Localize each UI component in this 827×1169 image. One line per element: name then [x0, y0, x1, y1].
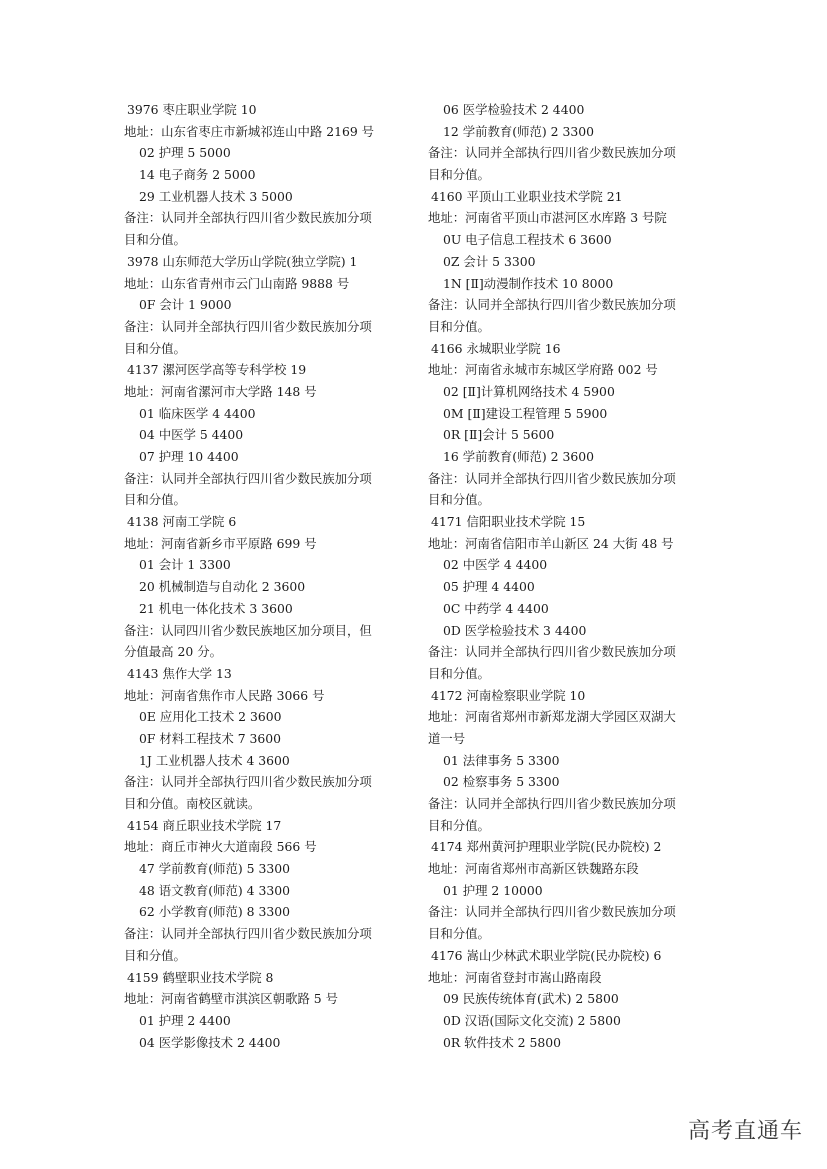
note-line: 备注：认同并全部执行四川省少数民族加分项	[124, 470, 372, 486]
program-row: 12 学前教育(师范) 2 3300	[443, 123, 595, 139]
program-row: 02 护理 5 5000	[139, 145, 231, 161]
watermark: 高考直通车	[688, 1119, 804, 1144]
address-line: 地址：河南省永城市东城区学府路 002 号	[428, 362, 658, 378]
school-heading: 4137 漯河医学高等专科学校 19	[127, 362, 307, 378]
school-heading: 4138 河南工学院 6	[127, 514, 237, 530]
program-row: 1J 工业机器人技术 4 3600	[139, 752, 290, 768]
note-line: 备注：认同并全部执行四川省少数民族加分项	[428, 904, 676, 920]
note-line: 目和分值。	[428, 817, 490, 833]
note-line: 目和分值。	[124, 947, 186, 963]
program-row: 1N [Ⅱ]动漫制作技术 10 8000	[443, 275, 614, 291]
school-heading: 4171 信阳职业技术学院 15	[431, 514, 586, 530]
left-column	[124, 99, 424, 1053]
note-line: 备注：认同并全部执行四川省少数民族加分项	[428, 644, 676, 660]
note-line: 备注：认同并全部执行四川省少数民族加分项	[124, 926, 372, 942]
note-line: 备注：认同并全部执行四川省少数民族加分项	[428, 470, 676, 486]
program-row: 0R [Ⅱ]会计 5 5600	[443, 427, 555, 443]
address-line: 地址：河南省信阳市羊山新区 24 大街 48 号	[428, 535, 674, 551]
address-line: 道一号	[428, 730, 466, 746]
address-line: 地址：河南省鹤壁市淇滨区朝歌路 5 号	[124, 991, 339, 1007]
program-row: 09 民族传统体育(武术) 2 5800	[443, 991, 619, 1007]
program-row: 04 医学影像技术 2 4400	[139, 1034, 281, 1050]
program-row: 0C 中药学 4 4400	[443, 600, 549, 616]
note-line: 目和分值。	[124, 232, 186, 248]
program-row: 04 中医学 5 4400	[139, 427, 244, 443]
program-row: 05 护理 4 4400	[443, 579, 535, 595]
note-line: 目和分值。	[124, 340, 186, 356]
school-heading: 3978 山东师范大学历山学院(独立学院) 1	[127, 253, 358, 269]
address-line: 地址：山东省青州市云门山南路 9888 号	[124, 275, 350, 291]
program-row: 0F 会计 1 9000	[139, 297, 232, 313]
school-heading: 4160 平顶山工业职业技术学院 21	[431, 188, 623, 204]
school-heading: 4172 河南检察职业学院 10	[431, 687, 586, 703]
address-line: 地址：山东省枣庄市新城祁连山中路 2169 号	[124, 123, 375, 139]
address-line: 地址：商丘市神火大道南段 566 号	[124, 839, 317, 855]
address-line: 地址：河南省新乡市平原路 699 号	[124, 535, 317, 551]
address-line: 地址：河南省漯河市大学路 148 号	[124, 383, 317, 399]
program-row: 0D 汉语(国际文化交流) 2 5800	[443, 1012, 621, 1028]
address-line: 地址：河南省郑州市新郑龙湖大学园区双湖大	[428, 709, 676, 725]
note-line: 目和分值。	[428, 318, 490, 334]
program-row: 02 中医学 4 4400	[443, 557, 548, 573]
program-row: 0E 应用化工技术 2 3600	[139, 709, 282, 725]
address-line: 地址：河南省郑州市高新区铁魏路东段	[428, 861, 639, 877]
program-row: 20 机械制造与自动化 2 3600	[139, 579, 306, 595]
program-row: 07 护理 10 4400	[139, 449, 239, 464]
note-line: 备注：认同四川省少数民族地区加分项目，但	[124, 622, 372, 638]
program-row: 02 检察事务 5 3300	[443, 774, 560, 790]
note-line: 目和分值。	[428, 492, 490, 508]
program-row: 0D 医学检验技术 3 4400	[443, 622, 587, 638]
note-line: 备注：认同并全部执行四川省少数民族加分项	[428, 796, 676, 811]
program-row: 21 机电一体化技术 3 3600	[139, 600, 293, 616]
program-row: 14 电子商务 2 5000	[139, 167, 256, 183]
note-line: 目和分值。	[124, 492, 186, 508]
school-heading: 3976 枣庄职业学院 10	[127, 102, 257, 117]
program-row: 0Z 会计 5 3300	[443, 253, 536, 269]
school-heading: 4143 焦作大学 13	[127, 665, 232, 681]
program-row: 29 工业机器人技术 3 5000	[139, 188, 293, 204]
note-line: 备注：认同并全部执行四川省少数民族加分项	[124, 318, 372, 334]
program-row: 01 护理 2 4400	[139, 1012, 231, 1028]
program-row: 0R 软件技术 2 5800	[443, 1034, 562, 1050]
note-line: 备注：认同并全部执行四川省少数民族加分项	[428, 297, 676, 313]
program-row: 02 [Ⅱ]计算机网络技术 4 5900	[443, 383, 615, 399]
address-line: 地址：河南省登封市嵩山路南段	[428, 969, 602, 985]
note-line: 备注：认同并全部执行四川省少数民族加分项	[124, 774, 372, 790]
program-row: 01 临床医学 4 4400	[139, 405, 256, 421]
program-row: 01 会计 1 3300	[139, 557, 231, 573]
program-row: 01 法律事务 5 3300	[443, 752, 560, 768]
note-line: 目和分值。南校区就读。	[124, 796, 261, 811]
program-row: 48 语文教育(师范) 4 3300	[139, 882, 291, 898]
program-row: 01 护理 2 10000	[443, 882, 543, 898]
program-row: 0U 电子信息工程技术 6 3600	[443, 232, 612, 248]
school-heading: 4176 嵩山少林武术职业学院(民办院校) 6	[431, 947, 662, 963]
address-line: 地址：河南省焦作市人民路 3066 号	[124, 687, 325, 703]
program-row: 06 医学检验技术 2 4400	[443, 102, 585, 117]
program-row: 0F 材料工程技术 7 3600	[139, 730, 282, 746]
note-line: 目和分值。	[428, 167, 490, 183]
program-row: 47 学前教育(师范) 5 3300	[139, 861, 291, 877]
note-line: 备注：认同并全部执行四川省少数民族加分项	[124, 210, 372, 226]
school-heading: 4154 商丘职业技术学院 17	[127, 817, 282, 833]
address-line: 地址：河南省平顶山市湛河区水库路 3 号院	[428, 210, 667, 226]
note-line: 目和分值。	[428, 665, 490, 681]
program-row: 16 学前教育(师范) 2 3600	[443, 449, 595, 464]
program-row: 62 小学教育(师范) 8 3300	[139, 904, 291, 920]
school-heading: 4174 郑州黄河护理职业学院(民办院校) 2	[431, 839, 662, 855]
right-column	[428, 99, 728, 1053]
note-line: 备注：认同并全部执行四川省少数民族加分项	[428, 145, 676, 161]
program-row: 0M [Ⅱ]建设工程管理 5 5900	[443, 405, 608, 421]
school-heading: 4159 鹤壁职业技术学院 8	[127, 969, 274, 985]
note-line: 分值最高 20 分。	[124, 644, 222, 660]
note-line: 目和分值。	[428, 926, 490, 942]
school-heading: 4166 永城职业学院 16	[431, 340, 561, 356]
